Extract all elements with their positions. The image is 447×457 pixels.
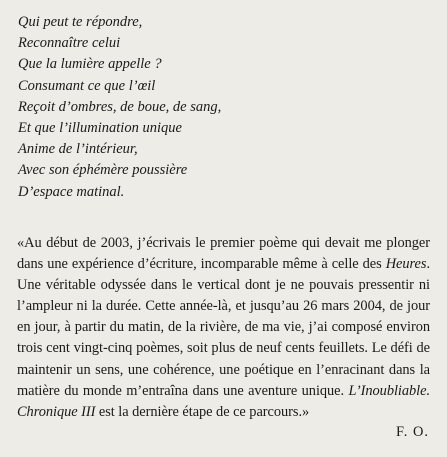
statement-text: «Au début de 2003, j’écrivais le premier poème qui devait me plonger dans une expérience d’écriture, incomparable même à celle des xyxy=(17,235,430,273)
poem-line: D’espace matinal. xyxy=(18,183,125,200)
poem-line: Reconnaître celui xyxy=(18,35,121,52)
poem-line: Avec son éphémère poussière xyxy=(18,162,188,179)
poem-line: Consumant ce que l’œil xyxy=(18,77,156,94)
author-signature: F. O. xyxy=(395,424,429,440)
statement-text: . Une véritable odyssée dans le vertical dont je ne pouvais pressentir ni l’ampleur ni la durée. Cette année-là, et jusqu’au 26 mars 2004, de jour en jour, à partir du matin, de la rivière, de ma vie, j’ai composé environ trois cent vingt-cinq poèmes, soit plus de neuf cents feuillets. Le défi de maintenir un sens, une cohérence, une poétique en l’enracinant dans la matière du monde m’entraîna dans une aventure unique. xyxy=(17,256,430,399)
poem-line: Et que l’illumination unique xyxy=(18,120,182,137)
statement-text: est la dernière étape de ce parcours.» xyxy=(95,403,310,420)
poem-line: Anime de l’intérieur, xyxy=(18,141,138,158)
poem-line: Qui peut te répondre, xyxy=(18,14,143,30)
poem-stanza xyxy=(18,12,221,203)
book-title-heures: Heures xyxy=(385,256,427,273)
book-title-inoubliable: L’Inoubliable. Chronique III xyxy=(17,382,430,420)
poem-line: Que la lumière appelle ? xyxy=(18,56,162,73)
author-statement xyxy=(17,233,430,423)
poem-line: Reçoit d’ombres, de boue, de sang, xyxy=(18,98,222,115)
